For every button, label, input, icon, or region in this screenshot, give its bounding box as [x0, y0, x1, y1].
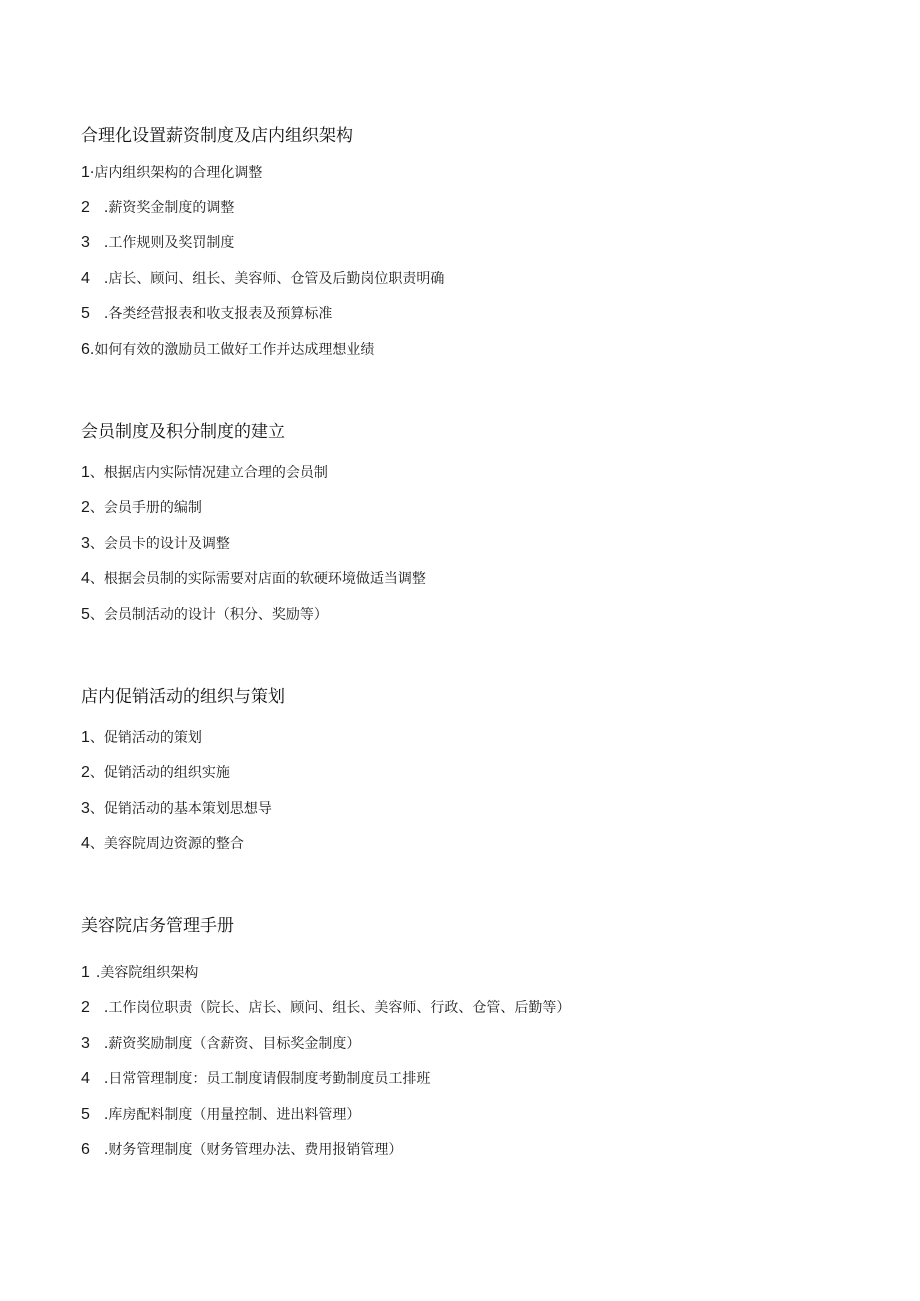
item-text: 工作规则及奖罚制度 — [108, 235, 235, 251]
section-heading: 会员制度及积分制度的建立 — [81, 422, 285, 442]
list-item — [81, 963, 198, 983]
item-text: 如何有效的激励员工做好工作并达成理想业绩 — [94, 342, 375, 358]
section-heading: 美容院店务管理手册 — [81, 916, 234, 936]
item-separator: . — [103, 1036, 109, 1052]
item-text: 库房配料制度（用量控制、进出料管理） — [108, 1107, 361, 1123]
item-separator: . — [89, 342, 95, 358]
item-number: 5 — [81, 305, 90, 322]
list-item — [81, 463, 328, 483]
item-text: 美容院周边资源的整合 — [103, 836, 244, 852]
item-text: 促销活动的基本策划思想导 — [103, 801, 272, 817]
item-number: 2 — [81, 199, 90, 216]
list-item — [81, 534, 230, 554]
item-separator: . — [103, 1142, 109, 1158]
item-text: 会员卡的设计及调整 — [103, 536, 230, 552]
item-number: 1 — [81, 964, 90, 981]
item-number: 4 — [81, 570, 90, 587]
list-item — [81, 269, 444, 289]
item-text: 美容院组织架构 — [100, 965, 199, 981]
list-item — [81, 498, 202, 518]
item-text: 促销活动的策划 — [103, 730, 202, 746]
item-separator: 、 — [89, 730, 104, 746]
item-number: 3 — [81, 234, 90, 251]
item-number: 3 — [81, 800, 90, 817]
item-number: 3 — [81, 1035, 90, 1052]
item-separator: 、 — [89, 607, 104, 623]
item-text: 会员手册的编制 — [103, 500, 202, 516]
item-text: 财务管理制度（财务管理办法、费用报销管理） — [108, 1142, 403, 1158]
item-separator: · — [89, 165, 95, 181]
item-number: 5 — [81, 606, 90, 623]
item-number: 2 — [81, 764, 90, 781]
section-heading: 合理化设置薪资制度及店内组织架构 — [81, 126, 353, 146]
list-item — [81, 233, 234, 253]
item-number: 5 — [81, 1106, 90, 1123]
item-separator: . — [103, 271, 109, 287]
item-text: 店长、顾问、组长、美容师、仓管及后勤岗位职责明确 — [108, 271, 445, 287]
list-item — [81, 605, 328, 625]
item-text: 日常管理制度：员工制度请假制度考勤制度员工排班 — [108, 1071, 431, 1087]
list-item — [81, 1140, 402, 1160]
item-separator: . — [103, 235, 109, 251]
item-text: 薪资奖励制度（含薪资、目标奖金制度） — [108, 1036, 361, 1052]
list-item — [81, 728, 202, 748]
section-heading: 店内促销活动的组织与策划 — [81, 687, 285, 707]
item-separator: . — [103, 1107, 109, 1123]
item-text: 促销活动的组织实施 — [103, 765, 230, 781]
item-separator: 、 — [89, 765, 104, 781]
item-separator: 、 — [89, 836, 104, 852]
item-number: 1 — [81, 464, 90, 481]
item-number: 2 — [81, 999, 90, 1016]
item-separator: 、 — [89, 465, 104, 481]
item-number: 1 — [81, 729, 90, 746]
item-number: 4 — [81, 270, 90, 287]
list-item — [81, 799, 272, 819]
item-number: 4 — [81, 835, 90, 852]
item-number: 2 — [81, 499, 90, 516]
item-separator: 、 — [89, 571, 104, 587]
list-item — [81, 1069, 430, 1089]
item-separator: . — [103, 1000, 109, 1016]
item-separator: 、 — [89, 536, 104, 552]
item-text: 工作岗位职责（院长、店长、顾问、组长、美容师、行政、仓管、后勤等） — [108, 1000, 571, 1016]
list-item — [81, 340, 374, 360]
list-item — [81, 569, 426, 589]
item-text: 会员制活动的设计（积分、奖励等） — [103, 607, 328, 623]
item-text: 根据店内实际情况建立合理的会员制 — [103, 465, 328, 481]
item-number: 6 — [81, 1141, 90, 1158]
list-item — [81, 163, 262, 183]
list-item — [81, 834, 244, 854]
item-separator: . — [95, 965, 101, 981]
item-text: 薪资奖金制度的调整 — [108, 200, 235, 216]
item-separator: 、 — [89, 500, 104, 516]
item-number: 1 — [81, 164, 90, 181]
item-separator: . — [103, 306, 109, 322]
list-item — [81, 763, 230, 783]
item-separator: . — [103, 200, 109, 216]
item-number: 4 — [81, 1070, 90, 1087]
list-item — [81, 998, 570, 1018]
item-number: 3 — [81, 535, 90, 552]
item-text: 各类经营报表和收支报表及预算标准 — [108, 306, 333, 322]
item-separator: . — [103, 1071, 109, 1087]
item-text: 根据会员制的实际需要对店面的软硬环境做适当调整 — [103, 571, 426, 587]
list-item — [81, 198, 234, 218]
item-separator: 、 — [89, 801, 104, 817]
list-item — [81, 1034, 360, 1054]
item-number: 6 — [81, 341, 90, 358]
item-text: 店内组织架构的合理化调整 — [94, 165, 263, 181]
list-item — [81, 304, 332, 324]
list-item — [81, 1105, 360, 1125]
